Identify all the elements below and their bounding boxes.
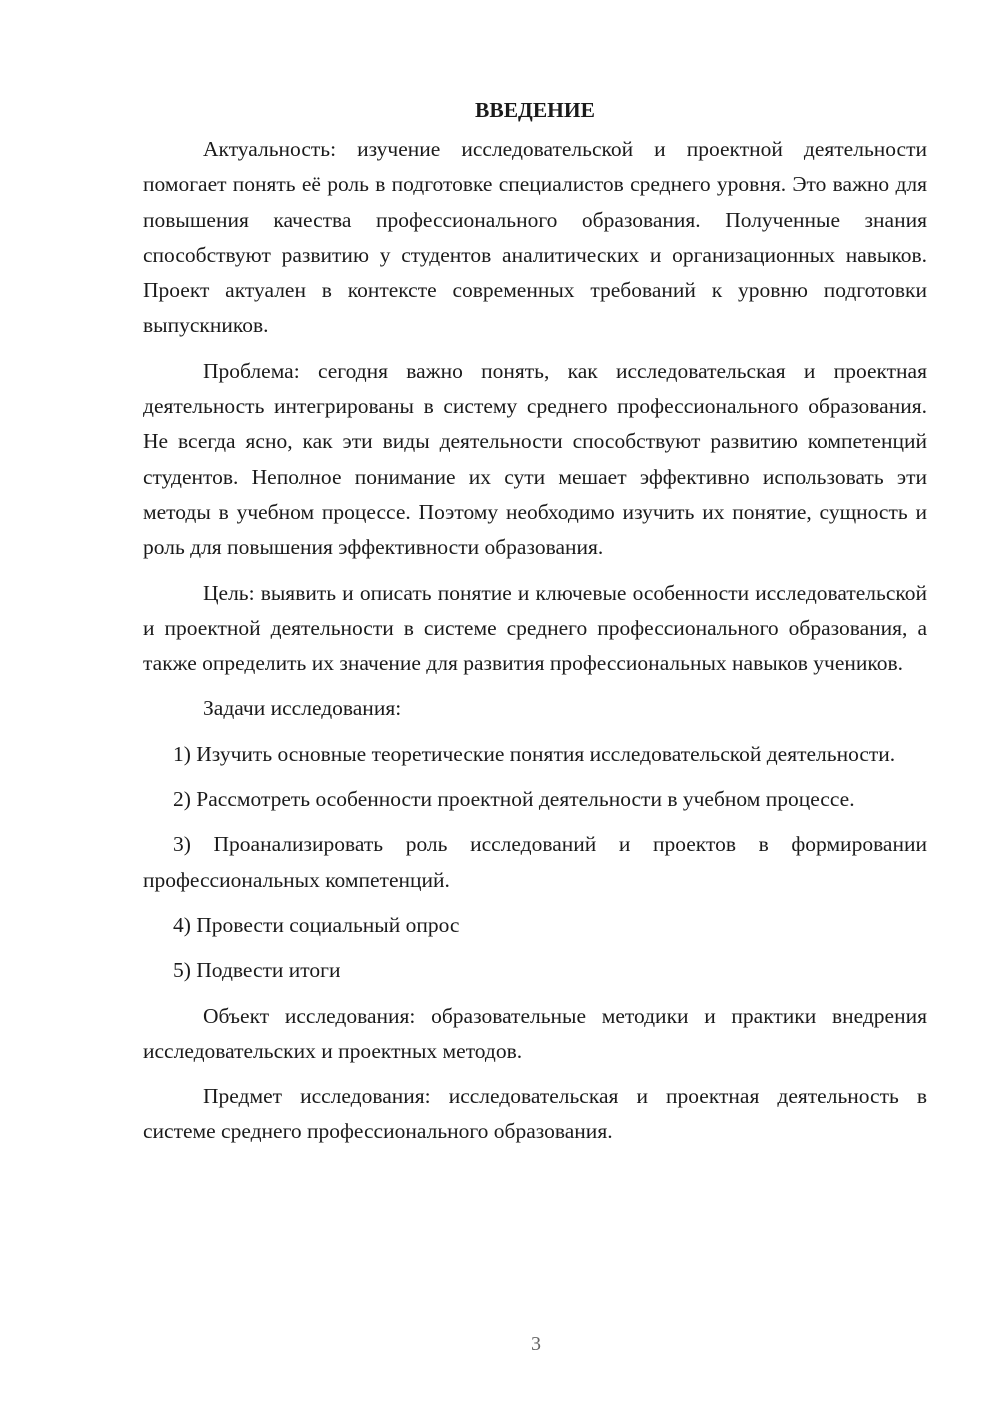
document-title: ВВЕДЕНИЕ [475,98,595,122]
task-item-4: 4) Провести социальный опрос [173,912,460,937]
tasks-heading: Задачи исследования: [203,696,402,721]
paragraph-goal: Цель: выявить и описать понятие и ключевые особенности исследовательской и проектной деятельности в системе среднего профессионального образования, а также определить их значение для развития профессиональных навыков учеников. [143,580,927,676]
task-item-5: 5) Подвести итоги [173,958,341,983]
tasks-list [143,737,927,989]
document-page [143,95,927,1160]
page-number: 3 [531,1333,541,1355]
paragraph-problem: Проблема: сегодня важно понять, как исследовательская и проектная деятельность интегрированы в систему среднего профессионального образования. Не всегда ясно, как эти виды деятельности способствуют развитию компетенций студентов. Неполное понимание их сути мешает эффективно использовать эти методы в учебном процессе. Поэтому необходимо изучить их понятие, сущность и роль для повышения эффективности образования. [143,358,927,560]
paragraph-object: Объект исследования: образовательные методики и практики внедрения исследовательских и проектных методов. [143,1003,927,1063]
paragraph-subject: Предмет исследования: исследовательская и проектная деятельность в системе среднего профессионального образования. [143,1084,927,1144]
task-item-2: 2) Рассмотреть особенности проектной деятельности в учебном процессе. [173,787,855,812]
paragraph-relevance: Актуальность: изучение исследовательской и проектной деятельности помогает понять её роль в подготовке специалистов среднего уровня. Это важно для повышения качества профессионального образования. Полученные знания способствуют развитию у студентов аналитических и организационных навыков. Проект актуален в контексте современных требований к уровню подготовки выпускников. [143,137,927,338]
task-item-1: 1) Изучить основные теоретические понятия исследовательской деятельности. [173,741,896,766]
task-item-3: 3) Проанализировать роль исследований и проектов в формировании профессиональных компетенций. [143,832,927,892]
